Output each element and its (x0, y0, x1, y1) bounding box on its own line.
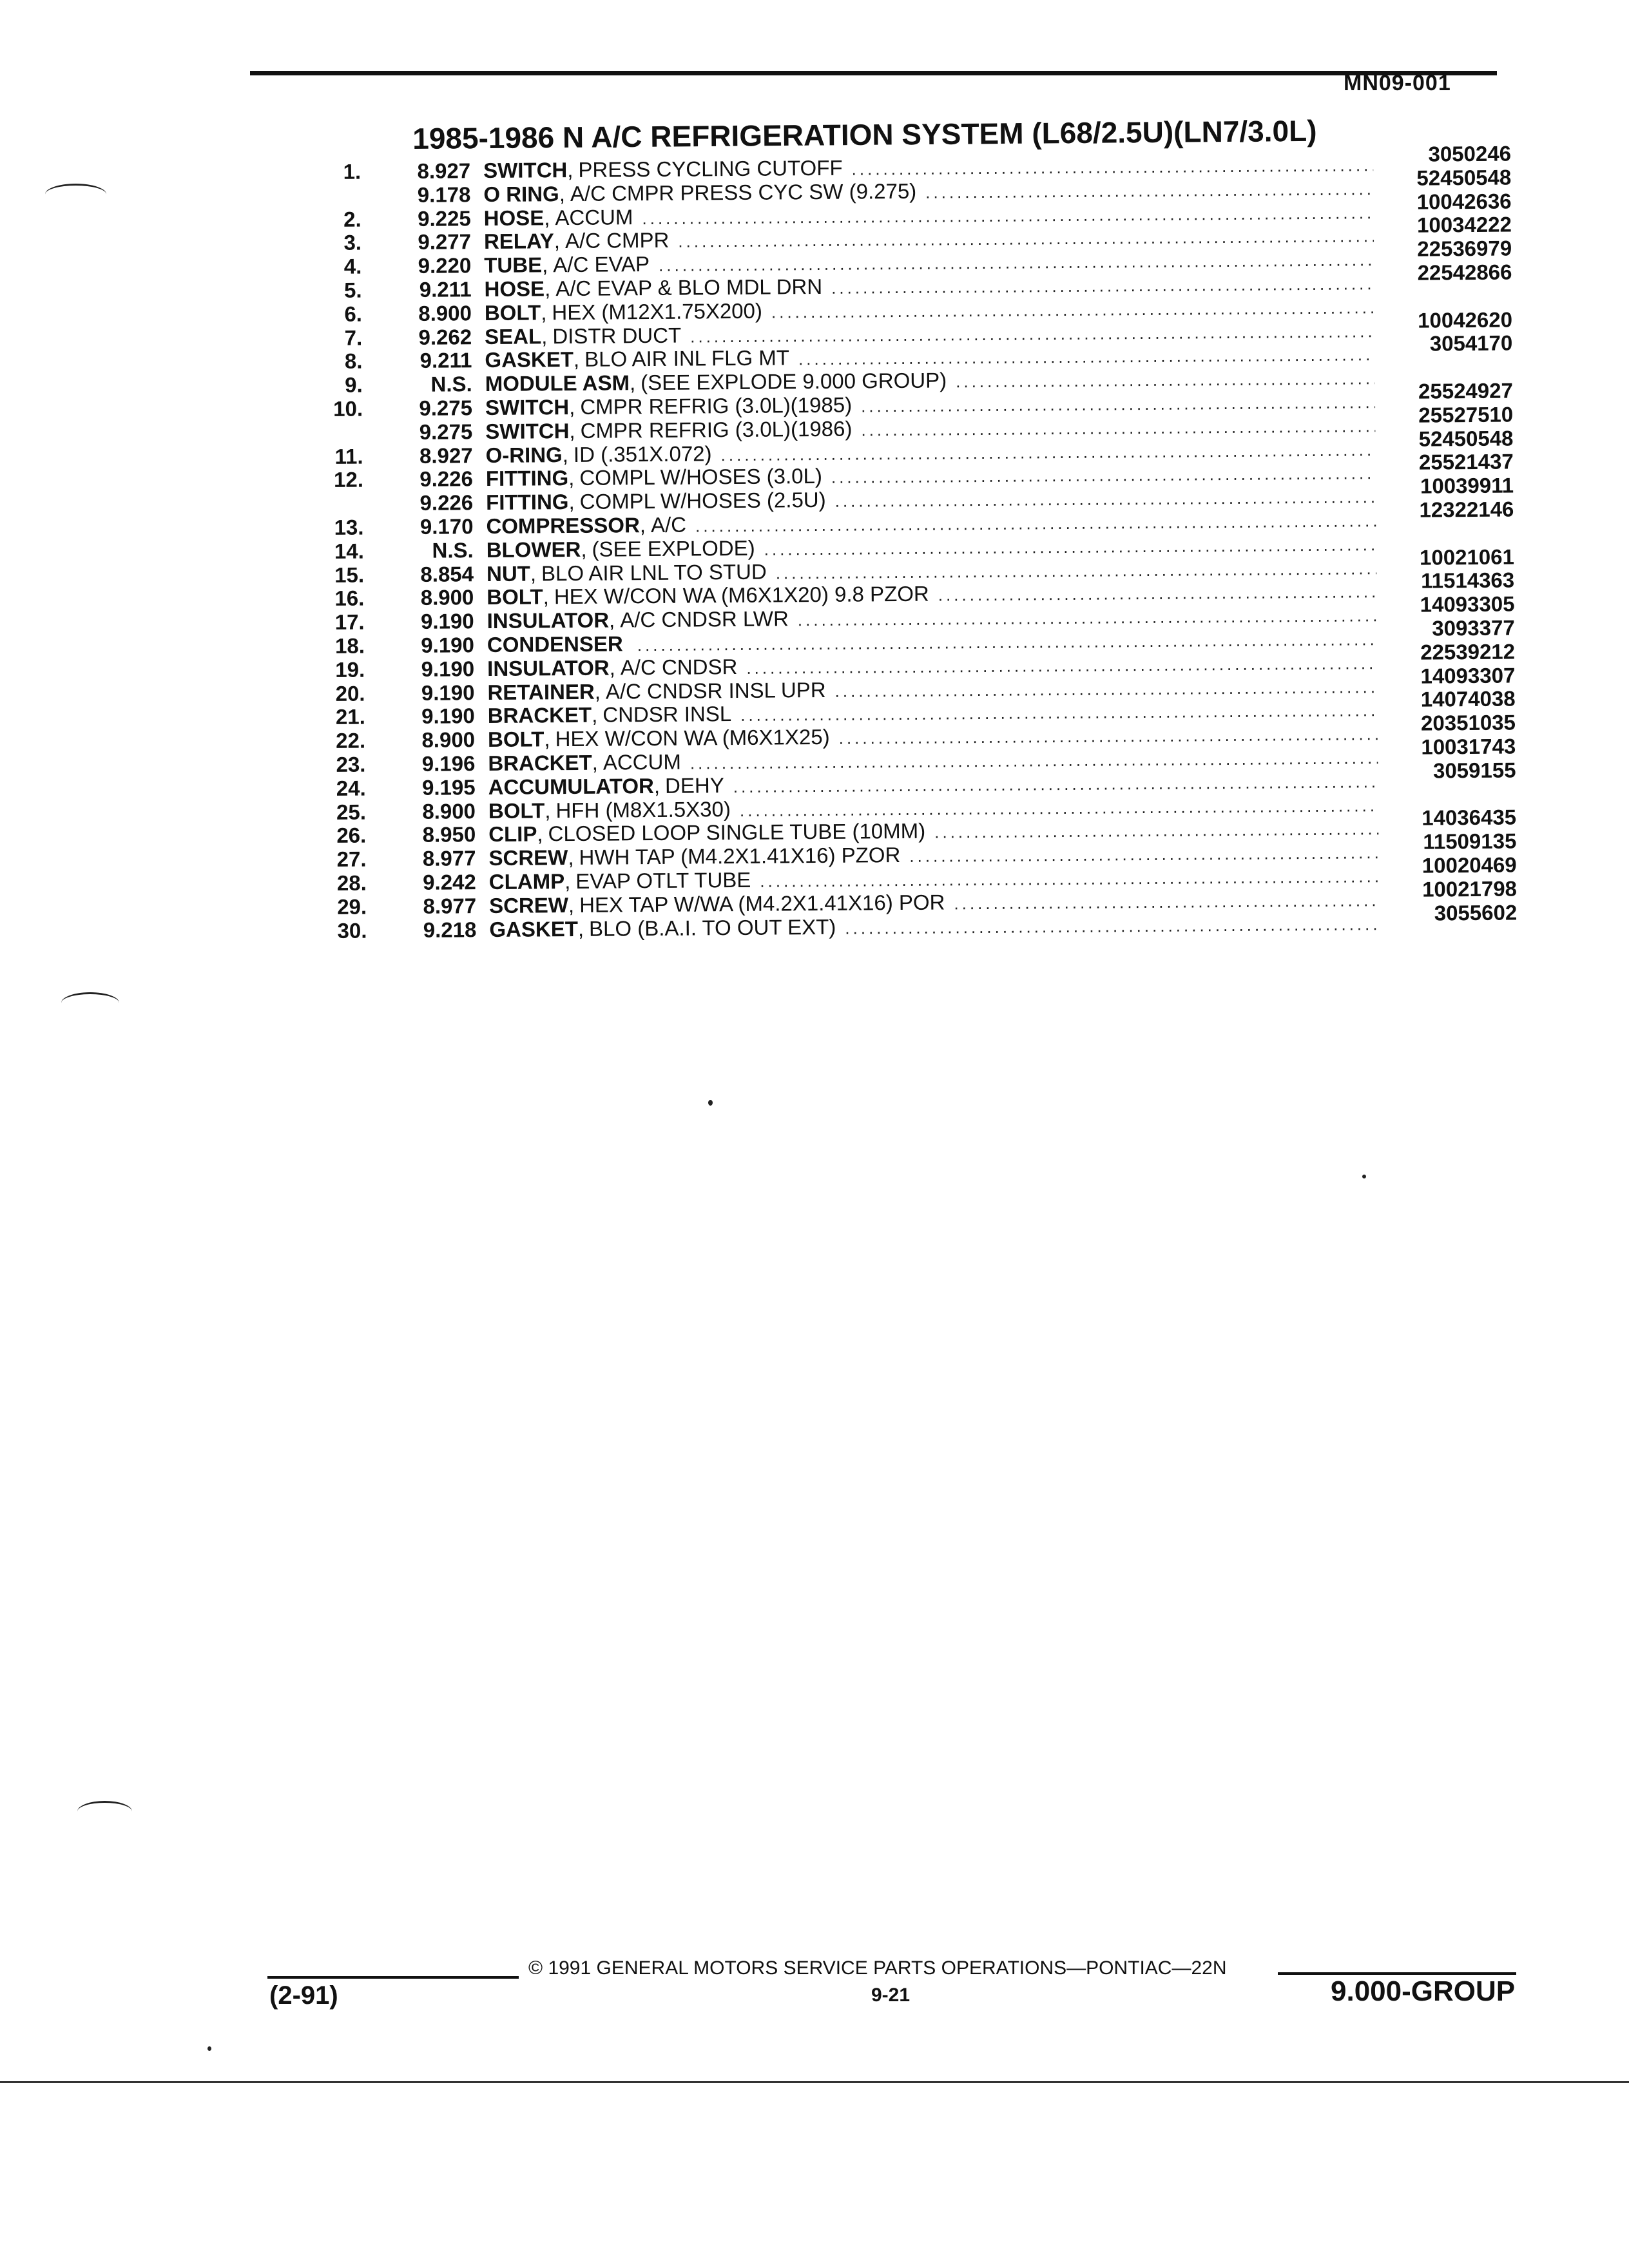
part-detail: CMPR REFRIG (3.0L)(1986) (580, 416, 853, 443)
part-number: 10039911 (1420, 473, 1514, 498)
part-number: 22539212 (1420, 639, 1516, 664)
part-detail: EVAP OTLT TUBE (575, 867, 751, 893)
part-detail: PRESS CYCLING CUTOFF (578, 155, 843, 182)
item-number: 25. (336, 800, 367, 824)
part-detail: ID (.351X.072) (573, 441, 712, 466)
part-name: SWITCH (483, 158, 568, 183)
part-name: BOLT (488, 798, 545, 823)
part-name: BOLT (484, 300, 541, 325)
item-number: 11. (334, 444, 363, 468)
group-number: N.S. (432, 537, 474, 562)
part-detail: A/C CNDSR INSL UPR (605, 677, 826, 704)
part-detail: A/C CNDSR (620, 654, 738, 680)
part-detail: ACCUM (602, 749, 681, 774)
part-name: FITTING (485, 466, 569, 491)
item-number: 7. (344, 325, 363, 350)
item-number: 6. (344, 302, 363, 326)
part-name: RELAY (483, 229, 554, 254)
description-separator: , (545, 798, 551, 822)
description-separator: , (568, 466, 575, 490)
group-number: 9.190 (421, 704, 475, 729)
part-detail: (SEE EXPLODE) (592, 535, 755, 561)
description-separator: , (609, 655, 615, 680)
parts-list (322, 141, 1518, 943)
group-number: 8.950 (422, 822, 476, 847)
part-name: SCREW (488, 892, 569, 918)
item-number: 23. (336, 752, 366, 776)
part-detail: A/C (650, 512, 687, 537)
item-number: 24. (336, 776, 366, 800)
group-number: 9.262 (418, 324, 472, 349)
description-separator: , (653, 773, 660, 798)
item-number: 1. (343, 159, 361, 184)
binder-hole-mark (77, 1801, 132, 1822)
item-number: 12. (333, 467, 364, 492)
description-separator: , (568, 490, 575, 514)
group-number: 8.927 (417, 159, 471, 183)
part-name: SCREW (488, 845, 568, 870)
item-number: 13. (334, 515, 364, 539)
item-number: 18. (334, 633, 365, 658)
part-number: 10034222 (1416, 212, 1512, 238)
part-number: 22536979 (1417, 236, 1512, 261)
part-number: 25527510 (1418, 402, 1514, 427)
description-separator: , (639, 513, 646, 537)
description-separator: , (569, 418, 575, 443)
part-number: 14093305 (1420, 591, 1515, 617)
part-detail: DISTR DUCT (552, 323, 682, 348)
page-number: 9-21 (871, 1984, 911, 2006)
item-number: 15. (334, 562, 365, 587)
part-detail: HEX W/CON WA (M6X1X25) (555, 724, 830, 751)
revision-date: (2-91) (269, 1981, 338, 2010)
part-number: 25521437 (1418, 449, 1514, 475)
part-name: FITTING (486, 490, 569, 515)
description-separator: , (530, 561, 537, 586)
description-separator: , (544, 727, 550, 751)
item-number: 14. (334, 539, 364, 563)
description-separator: , (569, 394, 575, 419)
description-separator: , (544, 276, 551, 301)
part-name: CLAMP (488, 869, 565, 894)
part-detail: HEX TAP W/WA (M4.2X1.41X16) POR (579, 890, 945, 917)
part-name: SWITCH (485, 418, 570, 443)
part-detail: COMPL W/HOSES (2.5U) (579, 488, 826, 514)
group-number: 9.220 (418, 253, 472, 278)
part-name: INSULATOR (487, 655, 610, 680)
description-separator: , (568, 892, 575, 917)
part-number: 10031743 (1421, 734, 1516, 759)
scan-speck (708, 1100, 713, 1106)
group-number: 9.277 (418, 229, 472, 255)
group-number: 9.226 (419, 490, 474, 515)
part-detail: HFH (M8X1.5X30) (555, 796, 731, 822)
part-name: GASKET (485, 347, 574, 372)
description-separator: , (591, 702, 598, 727)
part-detail: (SEE EXPLODE 9.000 GROUP) (641, 368, 947, 395)
group-number: 9.211 (419, 348, 472, 373)
group-number: 9.211 (419, 277, 472, 302)
group-number: 9.225 (417, 206, 471, 231)
part-number: 3093377 (1432, 615, 1515, 640)
scan-speck (207, 2046, 211, 2051)
item-number: 9. (345, 372, 363, 397)
part-number: 3054170 (1429, 331, 1513, 356)
part-detail: CLOSED LOOP SINGLE TUBE (10MM) (548, 818, 926, 846)
header-rule (250, 71, 1497, 75)
document-code: MN09-001 (1344, 71, 1451, 95)
part-number (1387, 801, 1516, 802)
scan-speck (1362, 1175, 1366, 1178)
part-name: COMPRESSOR (486, 513, 640, 538)
group-number: 9.190 (420, 609, 474, 633)
description-separator: , (608, 608, 615, 632)
part-name: SEAL (485, 323, 542, 349)
part-name: BRACKET (488, 750, 592, 775)
part-number: 10020469 (1422, 852, 1517, 878)
description-separator: , (577, 916, 584, 941)
description-separator: , (541, 323, 548, 348)
group-number: 9.190 (421, 680, 475, 705)
description-separator: , (544, 205, 550, 229)
part-number: 52450548 (1416, 165, 1512, 190)
description-separator: , (543, 584, 550, 609)
part-number: 14036435 (1422, 805, 1517, 830)
description-separator: , (541, 300, 547, 325)
part-number: 10021061 (1419, 544, 1515, 570)
description-separator: , (562, 442, 569, 466)
description-separator: , (629, 370, 636, 395)
description-separator: , (573, 347, 580, 372)
description-separator: , (564, 869, 571, 893)
group-number: 9.170 (419, 514, 474, 539)
group-number: 8.854 (420, 561, 474, 586)
description-separator: , (581, 537, 587, 561)
part-name: HOSE (483, 205, 545, 230)
group-number: 9.195 (421, 774, 476, 800)
item-number: 20. (335, 681, 365, 706)
part-detail: HEX (M12X1.75X200) (552, 298, 763, 324)
item-number: 3. (343, 230, 362, 255)
part-name: TUBE (484, 253, 543, 278)
part-number: 14093307 (1420, 663, 1516, 688)
item-number: 22. (336, 728, 366, 753)
part-name: BLOWER (486, 537, 581, 562)
group-number: 8.900 (420, 585, 474, 610)
item-number: 28. (336, 870, 367, 895)
description-separator: , (559, 181, 566, 206)
part-number: 3059155 (1432, 758, 1516, 783)
part-number: 10021798 (1422, 876, 1518, 901)
description-separator: , (537, 822, 543, 846)
part-name: BOLT (487, 584, 543, 610)
footer-rule-right (1278, 1972, 1516, 1975)
description-separator: , (568, 845, 574, 870)
group-number: 8.900 (422, 798, 476, 823)
item-number: 26. (336, 823, 367, 848)
item-number: 2. (343, 207, 361, 231)
description-separator: , (541, 253, 548, 277)
part-number: 10042620 (1418, 307, 1513, 332)
part-name: GASKET (489, 916, 579, 941)
group-number: 9.218 (423, 917, 477, 942)
item-number: 8. (344, 349, 363, 374)
description-separator: , (592, 750, 599, 774)
group-number: 8.977 (422, 846, 476, 870)
part-number (1385, 540, 1514, 541)
part-detail: DEHY (664, 773, 724, 798)
part-detail: BLO AIR LNL TO STUD (541, 559, 767, 585)
group-number: 9.196 (421, 751, 476, 776)
part-number: 52450548 (1418, 426, 1514, 451)
item-number: 30. (337, 918, 367, 943)
group-number: 9.226 (419, 466, 474, 492)
description-separator: , (567, 157, 574, 182)
part-number: 11514363 (1421, 568, 1515, 593)
binder-hole-mark (45, 184, 106, 205)
part-detail: BLO AIR INL FLG MT (584, 345, 790, 372)
description-separator: , (554, 229, 561, 253)
group-number: 8.900 (418, 300, 472, 325)
item-number: 19. (335, 657, 365, 682)
part-name: RETAINER (487, 679, 595, 704)
dot-leader (845, 914, 1379, 939)
group-number: 9.190 (421, 633, 475, 657)
part-number (1383, 303, 1512, 304)
part-name: O-RING (485, 442, 563, 467)
part-number: 14074038 (1420, 686, 1516, 711)
group-number: N.S. (430, 372, 472, 396)
part-detail: A/C EVAP & BLO MDL DRN (555, 274, 823, 301)
part-number: 3055602 (1434, 899, 1518, 925)
part-detail: A/C CMPR PRESS CYC SW (9.275) (570, 178, 917, 206)
part-name: CLIP (488, 822, 537, 847)
part-name: SWITCH (485, 394, 570, 419)
part-number: 3050246 (1428, 141, 1512, 166)
part-name: NUT (486, 561, 531, 586)
part-detail: COMPL W/HOSES (3.0L) (579, 464, 823, 490)
part-number: 25524927 (1418, 378, 1514, 403)
part-detail: BLO (B.A.I. TO OUT EXT) (588, 914, 836, 941)
part-number: 20351035 (1420, 710, 1516, 735)
item-number: 21. (335, 704, 365, 729)
part-name: MODULE ASM (485, 370, 630, 396)
description-separator: , (594, 679, 601, 704)
group-number: 8.927 (419, 443, 473, 468)
item-number: 16. (334, 586, 365, 611)
page-title: 1985-1986 N A/C REFRIGERATION SYSTEM (L68/2.5U)(LN7/3.0L) (412, 113, 1317, 155)
group-number: 9.190 (421, 656, 475, 681)
part-detail: A/C CNDSR LWR (620, 606, 789, 632)
item-number: 17. (334, 610, 365, 635)
item-number: 27. (336, 847, 367, 871)
part-detail: ACCUM (555, 204, 633, 229)
part-name: BOLT (487, 727, 545, 752)
item-number: 10. (333, 396, 363, 421)
group-label: 9.000-GROUP (1331, 1975, 1516, 2007)
part-detail: HWH TAP (M4.2X1.41X16) PZOR (579, 843, 901, 870)
part-number: 11509135 (1423, 829, 1517, 854)
group-number: 9.178 (417, 182, 471, 207)
copyright-notice: © 1991 GENERAL MOTORS SERVICE PARTS OPERATIONS—PONTIAC—22N (528, 1957, 1227, 1979)
part-number (1384, 374, 1513, 376)
part-name: ACCUMULATOR (488, 773, 655, 799)
part-detail: A/C EVAP (553, 252, 650, 277)
binder-hole-mark (61, 992, 119, 1014)
part-name: BRACKET (487, 703, 592, 728)
item-number: 29. (337, 894, 367, 919)
group-number: 8.977 (423, 893, 477, 918)
part-name: INSULATOR (487, 608, 610, 633)
scan-edge-line (0, 2081, 1629, 2083)
part-detail: A/C CMPR (564, 228, 670, 253)
group-number: 9.275 (419, 419, 473, 444)
item-number: 4. (343, 254, 362, 278)
part-name: HOSE (484, 276, 545, 302)
part-detail: CMPR REFRIG (3.0L)(1985) (580, 392, 853, 419)
group-number: 9.275 (419, 396, 473, 420)
part-name: CONDENSER (487, 631, 623, 657)
part-number: 10042636 (1416, 189, 1512, 214)
part-detail: HEX W/CON WA (M6X1X20) 9.8 PZOR (554, 581, 929, 609)
footer-rule-left (267, 1976, 519, 1979)
group-number: 8.900 (421, 727, 476, 752)
part-number: 22542866 (1417, 260, 1512, 285)
part-detail: CNDSR INSL (602, 702, 732, 727)
part-name: O RING (483, 181, 559, 206)
part-number: 12322146 (1419, 497, 1514, 522)
item-number: 5. (343, 278, 362, 302)
group-number: 9.242 (423, 870, 476, 894)
